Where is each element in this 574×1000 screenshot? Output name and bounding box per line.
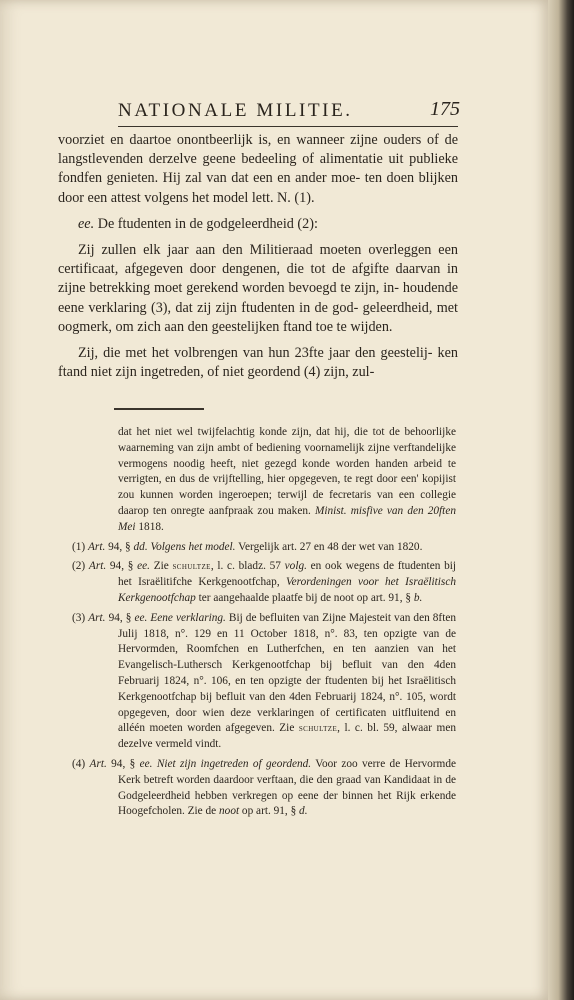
note-text: ter aangehaalde plaatfe bij de noot op art. 91, § xyxy=(195,591,414,604)
footnote-4 xyxy=(72,757,456,820)
note-text: op art. 91, § xyxy=(239,805,300,818)
footnote-separator xyxy=(114,408,204,410)
note-text: b. xyxy=(413,591,423,604)
text-line: toe te wijden. xyxy=(315,318,393,335)
author-name: schultze xyxy=(298,723,338,735)
note-text: Zie xyxy=(149,560,173,573)
paragraph-1 xyxy=(58,131,458,208)
text-line: in zijne betrekking moet gerekend worden bevoegd te zijn, in- xyxy=(58,261,458,297)
note-text: 94, § xyxy=(105,540,134,553)
note-text: ee. Eene verklaring. xyxy=(134,611,226,624)
text-line: voorziet en daartoe onontbeerlijk is, en wanneer zijne ouders xyxy=(58,132,422,148)
paragraph-3 xyxy=(58,344,458,382)
note-text: 94, § xyxy=(106,757,140,770)
note-text: 94, § xyxy=(105,611,135,624)
text-line: ten doen blijken door een attest volgens het model lett. N. (1). xyxy=(58,170,458,206)
main-text xyxy=(58,131,458,382)
footnote-mark: (1) xyxy=(72,540,86,553)
footnote-3 xyxy=(72,611,456,753)
page-edge xyxy=(548,0,574,1000)
paragraph-2 xyxy=(58,241,458,337)
text-line: Zij, die met het volbrengen van hun 23fte jaar den geestelij- xyxy=(78,345,433,362)
note-text: d. xyxy=(299,805,308,818)
text-line: houdende eene verklaring (3), dat zij zijn ftudenten in de god- xyxy=(58,280,458,316)
note-text: dd. Volgens het model. xyxy=(133,540,236,553)
note-text: Vergelijk art. 27 en 48 der wet van 1820. xyxy=(235,540,423,553)
footnote-continuation xyxy=(72,425,456,536)
footnotes xyxy=(72,425,456,820)
text-line: publieke fondfen genieten. Hij zal van dat een en ander moe- xyxy=(58,151,459,187)
note-text: Art. xyxy=(89,757,107,770)
footnote-mark: (3) xyxy=(72,611,86,624)
footnote-mark: (4) xyxy=(72,757,86,770)
note-text: ee. xyxy=(137,560,150,573)
note-text: Voor zoo verre de Hervormde Kerk betreft worden daardoor verftaan, die den graad van Kandidaat in de Godgeleerdheid hebben verkregen op eene der binnen het Rijk erkende Hoogefcholen. Zie de xyxy=(118,757,457,818)
note-text: , l. c. bladz. 57 xyxy=(210,560,285,573)
section-letter: ee. xyxy=(78,215,95,232)
note-text: volg. xyxy=(284,560,307,573)
note-text: Bij de befluiten van Zijne Majesteit van den 8ften Julij 1818, n°. 129 en 11 October 1818, n°. 83, ten opzigte van de Hervormden, Roomfchen en Lutherfchen, en ten aanzien van het Evangelisch-Luthersch Kerkgenootfchap bij befluit van den 4den Februarij 1824, n°. 106, en ten opzigte der ftudenten bij het Israëlitisch Kerkgenootfchap bij befluit van den 4den Februarij 1824, n°. 105, wordt opgegeven, door wien deze verklaringen of certificaten uitfluitend en alléén moeten worden afgegeven. Zie xyxy=(118,611,456,735)
note-text: ee. Niet zijn ingetreden of geordend. xyxy=(139,757,312,770)
note-text: Art. xyxy=(88,611,106,624)
note-text: dat het niet wel twijfelachtig konde zijn, dat hij, die tot de behoorlijke waarneming van zijn ambt of bediening voornamelijk zijne verftandelijke vermogens noodig heeft, niet gezegd konde worden handen arbeid te verrigten, en dus de vrijftelling, hier opgegeven, te regt door een' kopijist zou kunnen worden ingeroepen; terwijl de fecretaris van een collegie daarop ten onregte aanfpraak zou maken. xyxy=(118,426,456,517)
note-text: 1818. xyxy=(138,520,164,533)
text-line: geleerdheid, met oogmerk, om zich aan den geestelijken ftand xyxy=(58,299,458,335)
footnote-2 xyxy=(72,559,456,606)
note-text: Art. xyxy=(88,540,106,553)
running-title: NATIONALE MILITIE. xyxy=(118,100,353,121)
note-text: noot xyxy=(219,805,240,818)
page-number: 175 xyxy=(430,98,460,120)
note-text: Verordeningen voor het Israëlitisch Kerkgenootfchap xyxy=(118,576,456,604)
running-header xyxy=(118,98,458,127)
section-heading xyxy=(58,215,458,234)
footnote-1 xyxy=(72,540,456,556)
note-text: , l. c. bl. 59, alwaar men dezelve vermeld vindt. xyxy=(118,722,456,751)
note-text: en ook wegens de ftudenten bij het Israëlitifche Kerkgenootfchap, xyxy=(118,560,457,589)
text-line: ken ftand niet zijn ingetreden, of niet geordend (4) zijn, zul- xyxy=(58,345,458,381)
note-citation: Minist. misfive van den 20ften Mei xyxy=(118,504,456,533)
text-line: Zij zullen elk jaar aan den Militieraad moeten overleggen een xyxy=(78,242,458,259)
text-line: certificaat, afgegeven door dengenen, die tot de afgifte daarvan xyxy=(58,261,441,278)
author-name: schultze xyxy=(172,561,211,573)
note-text: Art. xyxy=(88,560,107,573)
text-line: of de langstlevenden derzelve geene bedeeling of alimentatie uit xyxy=(58,132,458,168)
note-text: 94, § xyxy=(106,560,138,573)
footnote-mark: (2) xyxy=(72,560,86,573)
section-text: De ftudenten in de godgeleerdheid (2): xyxy=(94,215,318,232)
